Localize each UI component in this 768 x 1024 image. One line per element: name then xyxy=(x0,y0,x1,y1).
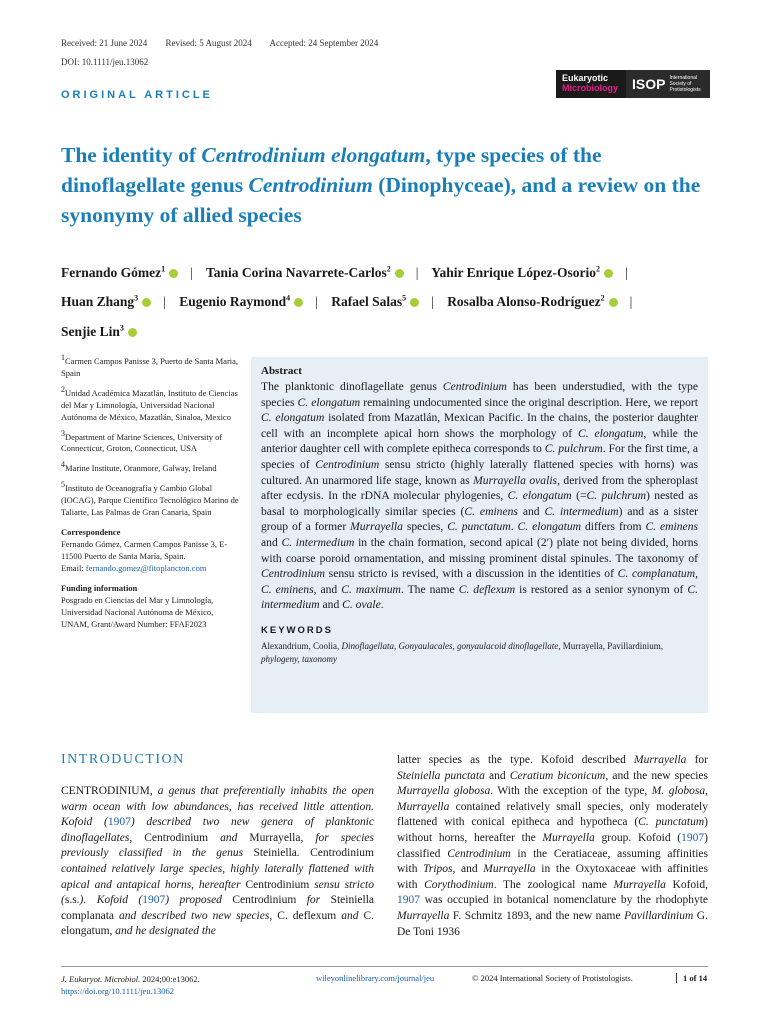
text-run: is restored as a senior synonym of xyxy=(515,582,688,596)
italic-term: C. elongatum xyxy=(517,520,582,534)
text-run: and xyxy=(517,504,545,518)
text-run: and xyxy=(484,769,510,782)
italic-term: Murrayella xyxy=(397,909,450,922)
text-run: Steiniella complanata xyxy=(61,894,374,922)
author-name: Rosalba Alonso-Rodríguez xyxy=(447,294,601,309)
italic-term: C. pulchrum xyxy=(586,489,646,503)
italic-term: C. pulchrum xyxy=(544,442,603,456)
author-sup: 2 xyxy=(600,293,605,303)
logo-ek-line2: Microbiology xyxy=(562,83,618,93)
orcid-icon[interactable] xyxy=(294,298,303,307)
author-separator: | xyxy=(629,294,633,309)
text-run: , and xyxy=(313,582,342,596)
eukaryotic-microbiology-logo xyxy=(556,70,626,98)
italic-term: Murrayella xyxy=(634,754,687,766)
italic-term: Murrayella globosa xyxy=(397,785,491,798)
title-part: (Dinophyceae), and a review on the synonymy of allied species xyxy=(61,173,701,227)
author-separator: | xyxy=(163,294,166,309)
abstract-box xyxy=(251,357,708,713)
author[interactable] xyxy=(61,265,180,280)
affiliation-sup: 4 xyxy=(61,460,65,470)
orcid-icon[interactable] xyxy=(410,298,419,307)
affiliation-sup: 2 xyxy=(61,384,65,394)
italic-term: C. elongatum xyxy=(577,426,644,440)
text-run: , while the anterior daughter cell with complete epitheca corresponds to xyxy=(261,426,698,456)
affiliation xyxy=(61,479,241,518)
author[interactable] xyxy=(431,265,615,280)
text-run: Coolia xyxy=(313,640,337,651)
footer-journal-url[interactable]: wileyonlinelibrary.com/journal/jeu xyxy=(316,973,435,983)
orcid-icon[interactable] xyxy=(169,269,178,278)
text-run: for xyxy=(686,754,708,766)
italic-term: ) proposed xyxy=(165,894,233,907)
email-label: Email: xyxy=(61,563,86,574)
text-run: Murrayella xyxy=(562,640,603,651)
text-run: Alexandrium xyxy=(261,640,309,651)
text-run: Kofoid, xyxy=(665,878,708,891)
italic-term: Centrodinium xyxy=(315,457,380,471)
journal-logos xyxy=(556,70,710,98)
footer-doi-link[interactable]: https://doi.org/10.1111/jeu.13062 xyxy=(61,986,174,996)
article-doi[interactable]: DOI: 10.1111/jeu.13062 xyxy=(61,57,149,67)
author[interactable] xyxy=(206,265,406,280)
affiliation-text: Marine Institute, Oranmore, Galway, Ireland xyxy=(65,463,217,474)
text-run: (= xyxy=(571,489,587,503)
text-run: isolated from Mazatlán, Mexican Pacific. In the chains, the posterior daughter cell with an incomplete apical horn shows the morphology of xyxy=(261,411,698,440)
italic-term: and xyxy=(336,909,364,922)
isop-logo xyxy=(626,70,710,98)
italic-term: Murrayella xyxy=(350,520,403,534)
affiliation-sup: 3 xyxy=(61,428,65,438)
footer-copyright: © 2024 International Society of Protistologists. xyxy=(472,973,633,983)
text-run: Centrodinium xyxy=(144,831,209,844)
italic-term: Murrayella xyxy=(542,831,595,844)
intro-column-2 xyxy=(397,753,708,940)
affiliation-text: Carmen Campos Panisse 3, Puerto de Santa Maria, Spain xyxy=(61,355,239,378)
received-date: Received: 21 June 2024 xyxy=(61,38,148,48)
text-run: ) classified xyxy=(397,831,708,860)
author-name: Yahir Enrique López-Osorio xyxy=(431,264,597,280)
author-sup: 3 xyxy=(119,323,124,332)
italic-term: contained relatively large species, highly laterally flattened with apical and antapical horns, hereafter xyxy=(61,862,374,891)
author-sup: 2 xyxy=(386,264,391,273)
author[interactable] xyxy=(179,294,305,309)
text-run: sensu stricto (highly laterally flattened species with horns) was cultured. An unarmored life stage, known as xyxy=(261,457,698,487)
text-run: , and xyxy=(452,863,484,876)
author-separator: | xyxy=(625,264,628,280)
italic-term: C. elongatum xyxy=(297,395,361,409)
text-run: Centrodinium xyxy=(232,894,297,907)
italic-term: Tripos xyxy=(423,863,453,876)
text-run: has been understudied, with the type species xyxy=(261,380,698,409)
text-run: in the chain formation, second apical (2′) plate not being divided, horns with coarse poroid ornamentation, and missing prominent distal spinules. The taxonomy of xyxy=(261,535,699,565)
italic-term: Corythodinium xyxy=(424,878,494,891)
italic-term: ) described two new genera of planktonic dinoflagellates, xyxy=(61,816,375,844)
affiliation-sup: 5 xyxy=(61,480,65,490)
text-run: Steiniella xyxy=(253,847,297,860)
funding-text: Posgrado en Ciencias del Mar y Limnología, Universidad Nacional Autónoma de México, UNAM, Grant/Award Number: FFAF2023 xyxy=(61,595,214,630)
text-run: and xyxy=(261,535,282,549)
intro-column-1 xyxy=(61,784,374,940)
italic-term: C. complanatum xyxy=(617,567,696,581)
italic-term: Steiniella punctata xyxy=(397,769,485,782)
italic-term: sensu stricto ( xyxy=(61,878,374,907)
author[interactable] xyxy=(61,294,153,309)
title-part-italic: Centrodinium xyxy=(248,173,373,197)
text-run: in the Ceratiaceae, assuming affinities with xyxy=(397,847,708,876)
footer-divider xyxy=(61,966,708,967)
text-run: species, xyxy=(402,520,448,534)
text-run: . The name xyxy=(400,582,459,596)
italic-term: , xyxy=(602,640,608,651)
text-run: , xyxy=(705,785,708,798)
logo-isop-subtitle: International Society of Protistologists xyxy=(669,75,701,93)
text-run: , derived from the spheroplast after ecdysis. In the rDNA molecular phylogenies, xyxy=(261,473,698,503)
affiliations-sidebar xyxy=(61,352,241,635)
author-name: Tania Corina Navarrete-Carlos xyxy=(205,264,387,280)
author-sup: 4 xyxy=(286,293,291,303)
text-run: . xyxy=(380,598,384,612)
text-run: C. deflexum xyxy=(277,909,337,922)
revised-date: Revised: 5 August 2024 xyxy=(165,38,252,48)
text-run: G. De Toni 1936 xyxy=(397,909,708,938)
text-run: Centrodinium xyxy=(310,847,374,860)
author[interactable] xyxy=(447,294,619,309)
italic-term: M. globosa xyxy=(651,785,706,798)
italic-term: for xyxy=(296,894,331,907)
affiliation-text: Instituto de Oceanografía y Cambio Global (IOCAG), Parque Científico Tecnológico Marino de Taliarte, Las Palmas de Gran Canaria, Spain xyxy=(61,483,239,518)
article-dates xyxy=(61,38,394,48)
italic-term: Murrayella xyxy=(397,800,450,813)
italic-term: C. elongatum xyxy=(261,411,325,425)
italic-term: C. eminens xyxy=(261,582,314,596)
accepted-date: Accepted: 24 September 2024 xyxy=(269,38,379,48)
italic-term: C. intermedium xyxy=(544,504,619,518)
text-run: ) without horns, hereafter the xyxy=(397,816,708,844)
author-sup: 5 xyxy=(402,293,407,303)
author-separator: | xyxy=(190,264,193,280)
italic-term: . xyxy=(296,847,311,860)
orcid-icon[interactable] xyxy=(142,298,151,307)
title-part: , type species of the dinoflagellate genus xyxy=(61,143,602,197)
keywords-heading: KEYWORDS xyxy=(261,624,333,636)
orcid-icon[interactable] xyxy=(609,298,618,307)
italic-term: , for species previously classified in the genus xyxy=(61,831,374,860)
italic-term: Murrayella xyxy=(613,878,666,891)
italic-term: Murrayella xyxy=(483,863,536,876)
italic-term: , a genus that preferentially inhabits the open warm ocean with low abundances, has received little attention. Kofoid ( xyxy=(61,785,374,829)
text-run: CENTRODINIUM xyxy=(61,785,150,797)
text-run: The planktonic dinoflagellate genus xyxy=(261,380,443,393)
abstract-text xyxy=(261,379,698,613)
italic-term: C. elongatum xyxy=(507,489,572,503)
italic-term: Centrodinium xyxy=(447,847,511,860)
citation-link[interactable]: 1907 xyxy=(397,894,420,907)
funding-heading: Funding information xyxy=(61,583,138,594)
author-name: Senjie Lin xyxy=(61,323,120,339)
author[interactable] xyxy=(61,324,139,339)
text-run: remaining undocumented since the original description. Here, we report xyxy=(360,395,698,409)
italic-term: C. punctatum xyxy=(638,816,705,829)
text-run: Centrodinium xyxy=(245,878,310,891)
italic-term: C. maximum xyxy=(341,582,401,596)
correspondence-heading: Correspondence xyxy=(61,527,121,538)
footer-citation xyxy=(61,973,200,997)
introduction-heading: INTRODUCTION xyxy=(61,752,185,767)
italic-term: C. eminens xyxy=(645,520,699,534)
text-run: . xyxy=(510,520,518,534)
orcid-icon[interactable] xyxy=(604,269,613,278)
article-title xyxy=(61,140,701,230)
logo-ek-line1: Eukaryotic xyxy=(562,73,609,83)
footer-citation-text: 2024;00:e13062. xyxy=(140,974,200,984)
correspondence-text xyxy=(61,538,241,574)
author-sup: 1 xyxy=(161,264,166,273)
italic-term: Centrodinium xyxy=(261,567,325,581)
italic-term: and described two new species, xyxy=(114,909,278,922)
italic-term: C. ovale xyxy=(342,598,381,612)
text-run: contained relatively small species, only moderately flattened with conical epitheca and hypotheca ( xyxy=(397,800,708,829)
correspondence-email-link[interactable]: fernando.gomez@fitoplancton.com xyxy=(85,563,207,574)
italic-term: Murrayella ovalis xyxy=(473,473,558,487)
text-run: Pavillardinium xyxy=(607,640,661,651)
text-run: F. Schmitz 1893, and the new name xyxy=(449,909,625,922)
italic-term: C. eminens xyxy=(464,504,518,518)
logo-isop-text: ISOP xyxy=(632,76,666,92)
text-run: . With the exception of the type, xyxy=(490,785,652,798)
italic-term: C. punctatum xyxy=(447,520,511,534)
text-run: Murrayella xyxy=(249,831,301,844)
italic-term: C. intermedium xyxy=(261,582,699,612)
author-separator: | xyxy=(431,294,434,309)
title-part-italic: Centrodinium elongatum xyxy=(201,143,426,167)
affiliation-text: Unidad Académica Mazatlán, Instituto de Ciencias del Mar y Limnología, Universidad Nacional Autónoma de México, Mazatlán, Sinaloa, Mexico xyxy=(61,387,238,422)
text-run: sensu stricto is revised, with a discussion in the identities of xyxy=(324,567,618,581)
citation-link[interactable]: 1907 xyxy=(107,816,131,829)
keywords-text xyxy=(261,640,698,666)
italic-term: Ceratium biconicum xyxy=(509,769,606,782)
affiliation xyxy=(61,352,241,379)
citation-link[interactable]: 1907 xyxy=(681,831,705,844)
footer-journal: J. Eukaryot. Microbiol. xyxy=(61,974,141,984)
italic-term: Centrodinium xyxy=(442,380,507,393)
title-part: The identity of xyxy=(61,143,202,167)
affiliation xyxy=(61,459,241,474)
text-run: s.s. xyxy=(64,894,80,907)
text-run: was occupied in botanical nomenclature by the rhodophyte xyxy=(420,894,708,907)
text-run: . The zoological name xyxy=(493,878,614,891)
author-sup: 3 xyxy=(134,293,139,303)
italic-term: C. intermedium xyxy=(281,535,355,549)
author-sup: 2 xyxy=(596,264,601,273)
citation-link[interactable]: 1907 xyxy=(142,894,166,907)
author-name: Fernando Gómez xyxy=(61,264,162,280)
orcid-icon[interactable] xyxy=(128,328,137,337)
author-list xyxy=(61,256,711,345)
italic-term: and xyxy=(208,831,250,844)
text-run: and xyxy=(319,598,343,612)
text-run: in the Oxytoxaceae with affinities with xyxy=(397,863,708,891)
italic-term: ). Kofoid ( xyxy=(79,894,143,907)
text-run: group. Kofoid ( xyxy=(594,831,682,844)
author-separator: | xyxy=(415,264,419,280)
page-number: 1 of 14 xyxy=(676,973,707,983)
text-run: . For the first time, a species of xyxy=(261,442,698,471)
text-run: differs from xyxy=(581,520,646,534)
text-run: C. elongatum xyxy=(61,909,375,938)
text-run: ) nested as basal to morphologically similar species ( xyxy=(261,489,698,518)
orcid-icon[interactable] xyxy=(395,269,404,278)
italic-term: , phylogeny, taxonomy xyxy=(261,640,663,664)
correspondence-address: Fernando Gómez, Carmen Campos Panisse 3, E-11500 Puerto de Santa María, Spain. xyxy=(61,539,228,562)
author-name: Huan Zhang xyxy=(61,294,135,309)
italic-term: , and he designated the xyxy=(109,925,216,938)
text-run: , and the new species xyxy=(605,769,708,782)
abstract-heading: Abstract xyxy=(261,365,302,377)
affiliation-sup: 1 xyxy=(61,353,65,362)
affiliation-text: Department of Marine Sciences, University of Connecticut, Groton, Connecticut, USA xyxy=(61,431,223,454)
affiliation xyxy=(61,428,241,455)
italic-term: , xyxy=(308,640,313,651)
italic-term: C. deflexum xyxy=(458,582,516,596)
italic-term: Pavillardinium xyxy=(624,909,694,922)
author[interactable] xyxy=(331,294,421,309)
author-name: Eugenio Raymond xyxy=(179,294,287,309)
author-separator: | xyxy=(315,294,318,309)
affiliation xyxy=(61,384,241,423)
text-run: , xyxy=(695,567,698,581)
text-run: latter species as the type. Kofoid described xyxy=(397,754,635,766)
author-name: Rafael Salas xyxy=(331,294,403,309)
article-type-label: ORIGINAL ARTICLE xyxy=(61,89,213,101)
italic-term: , Dinoflagellata, Gonyaulacales, gonyaulacoid dinoflagellate, xyxy=(337,640,563,651)
text-run: ) and as a sister group of a former xyxy=(261,504,698,534)
